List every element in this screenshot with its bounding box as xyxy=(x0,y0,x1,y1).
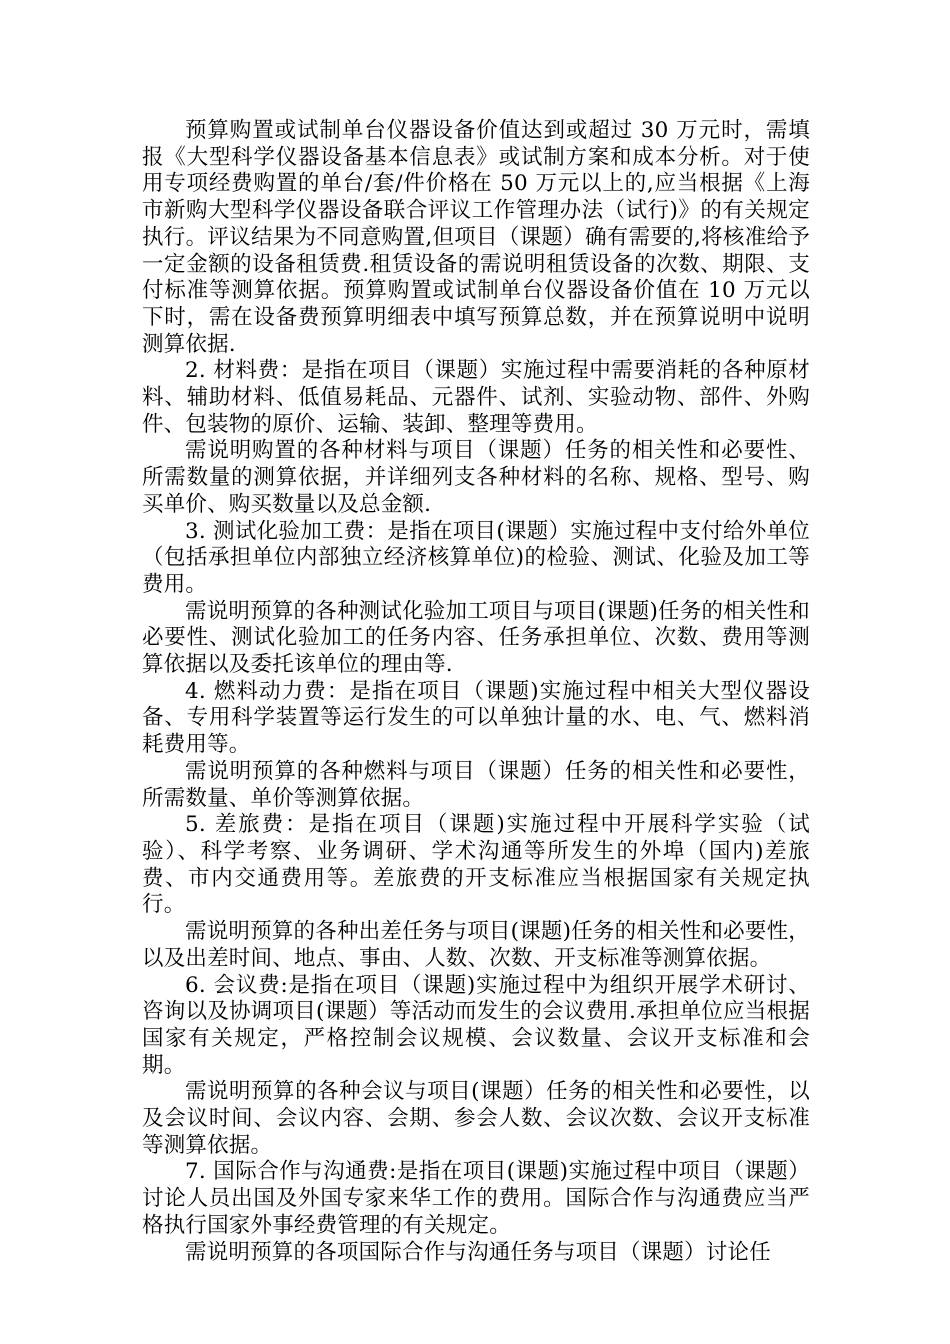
paragraph-fuel-power-fee: 4. 燃料动力费：是指在项目（课题)实施过程中相关大型仪器设备、专用科学装置等运行发生的可以单独计量的水、电、气、燃料消耗费用等。 xyxy=(142,678,810,758)
paragraph-international-fee: 7. 国际合作与沟通费:是指在项目(课题)实施过程中项目（课题）讨论人员出国及外国专家来华工作的费用。国际合作与沟通费应当严格执行国家外事经费管理的有关规定。 xyxy=(142,1159,810,1238)
paragraph-meeting-fee: 6. 会议费:是指在项目（课题)实施过程中为组织开展学术研讨、咨询以及协调项目(课题）等活动而发生的会议费用.承担单位应当根据国家有关规定，严格控制会议规模、会议数量、会议开支标准和会期。 xyxy=(142,972,810,1078)
paragraph-international-notes: 需说明预算的各项国际合作与沟通任务与项目（课题）讨论任 xyxy=(185,1239,771,1265)
paragraph-travel-notes: 需说明预算的各种出差任务与项目(课题)任务的相关性和必要性，以及出差时间、地点、事由、人数、次数、开支标准等测算依据。 xyxy=(142,919,810,971)
document-body xyxy=(142,118,810,1266)
paragraph-materials-notes: 需说明购置的各种材料与项目（课题）任务的相关性和必要性、所需数量的测算依据，并详细列支各种材料的名称、规格、型号、购买单价、购买数量以及总金额. xyxy=(142,438,810,517)
paragraph-testing-fee: 3. 测试化验加工费：是指在项目(课题）实施过程中支付给外单位（包括承担单位内部独立经济核算单位)的检验、测试、化验及加工等费用。 xyxy=(142,518,810,597)
paragraph-materials-fee: 2. 材料费：是指在项目（课题）实施过程中需要消耗的各种原材料、辅助材料、低值易耗品、元器件、试剂、实验动物、部件、外购件、包装物的原价、运输、装卸、整理等费用。 xyxy=(142,358,810,437)
paragraph-fuel-power-notes: 需说明预算的各种燃料与项目（课题）任务的相关性和必要性，所需数量、单价等测算依据。 xyxy=(142,758,810,811)
paragraph-meeting-notes: 需说明预算的各种会议与项目(课题）任务的相关性和必要性，以及会议时间、会议内容、会期、参会人数、会议次数、会议开支标准等测算依据。 xyxy=(142,1079,810,1158)
paragraph-testing-notes: 需说明预算的各种测试化验加工项目与项目(课题)任务的相关性和必要性、测试化验加工的任务内容、任务承担单位、次数、费用等测算依据以及委托该单位的理由等. xyxy=(142,598,810,678)
paragraph-travel-fee: 5. 差旅费：是指在项目（课题)实施过程中开展科学实验（试验）、科学考察、业务调研、学术沟通等所发生的外埠（国内)差旅费、市内交通费用等。差旅费的开支标准应当根据国家有关规定执行。 xyxy=(142,812,810,918)
paragraph-equipment-notes: 预算购置或试制单台仪器设备价值达到或超过 30 万元时，需填报《大型科学仪器设备基本信息表》或试制方案和成本分析。对于使用专项经费购置的单台/套/件价格在 50 万元以上的,应当根据《上海市新购大型科学仪器设备联合评议工作管理办法（试行)》的有关规定执行。评议结果为不同意购置,但项目（课题）确有需要的,将核准给予一定金额的设备租赁费.租赁设备的需说明租赁设备的次数、期限、支付标准等测算依据。预算购置或试制单台仪器设备价值在 10 万元以下时，需在设备费预算明细表中填写预算总数，并在预算说明中说明测算依据. xyxy=(142,118,810,357)
